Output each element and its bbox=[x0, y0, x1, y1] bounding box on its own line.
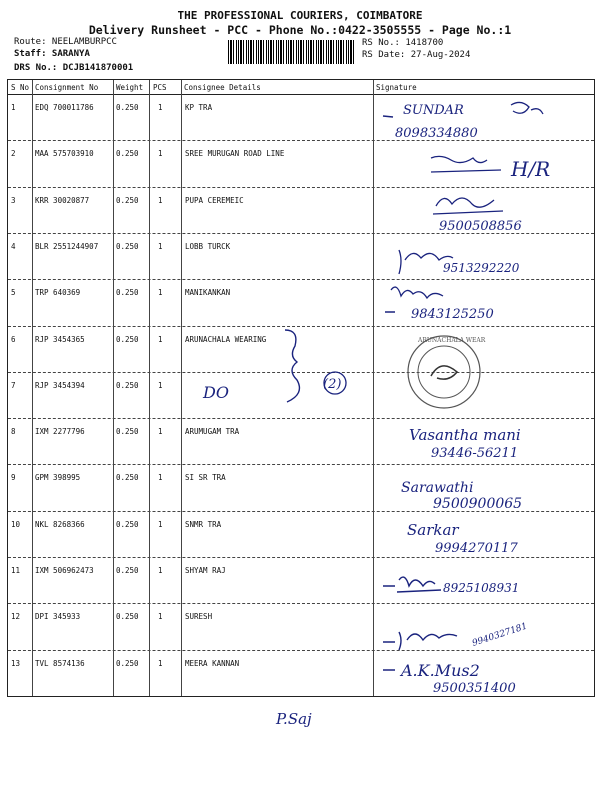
cell-sno: 8 bbox=[11, 427, 16, 437]
phone-8: 93446-56211 bbox=[431, 446, 519, 461]
cell-consignment-no: IXM 506962473 bbox=[35, 566, 94, 575]
cell-pcs: 1 bbox=[158, 380, 163, 390]
cell-weight: 0.250 bbox=[116, 427, 139, 437]
cell-sno: 4 bbox=[11, 241, 16, 251]
cell-weight: 0.250 bbox=[116, 334, 139, 344]
col-header-pcs: PCS bbox=[153, 83, 167, 92]
cell-pcs: 1 bbox=[158, 149, 163, 159]
phone-10: 9994270117 bbox=[435, 541, 518, 556]
col-header-consignee: Consignee Details bbox=[184, 83, 261, 92]
cell-pcs: 1 bbox=[158, 427, 163, 437]
cell-pcs: 1 bbox=[158, 103, 163, 112]
signature-1: SUNDAR bbox=[403, 103, 464, 118]
cell-weight: 0.250 bbox=[116, 149, 139, 159]
signature-column bbox=[381, 80, 593, 696]
signature-9: Sarawathi bbox=[401, 480, 474, 496]
cell-consignment-no: MAA 575703910 bbox=[35, 149, 94, 159]
cell-pcs: 1 bbox=[158, 334, 163, 344]
signature-8: Vasantha mani bbox=[409, 426, 521, 444]
cell-consignment-no: DPI 345933 bbox=[35, 612, 81, 622]
runsheet-title: Delivery Runsheet - PCC - Phone No.:0422-3505555 - Page No.:1 bbox=[88, 23, 512, 37]
cell-pcs: 1 bbox=[158, 612, 163, 622]
col-header-sno: S No bbox=[11, 83, 30, 92]
phone-1: 8098334880 bbox=[395, 126, 478, 141]
cell-weight: 0.250 bbox=[116, 566, 139, 575]
cell-weight: 0.250 bbox=[116, 519, 139, 529]
cell-pcs: 1 bbox=[158, 241, 163, 251]
phone-11: 8925108931 bbox=[443, 581, 520, 595]
cell-pcs: 1 bbox=[158, 658, 163, 668]
cell-consignee: MANIKANKAN bbox=[185, 288, 231, 298]
cell-weight: 0.250 bbox=[116, 241, 139, 251]
cell-pcs: 1 bbox=[158, 566, 163, 575]
cell-consignment-no: BLR 2551244907 bbox=[35, 241, 99, 251]
phone-12: 9940327181 bbox=[471, 621, 529, 649]
rs-number: RS No.: 1418700 bbox=[362, 38, 444, 48]
cell-sno: 6 bbox=[11, 334, 16, 344]
company-title: THE PROFESSIONAL COURIERS, COIMBATORE bbox=[177, 9, 423, 22]
cell-consignee: LOBB TURCK bbox=[185, 241, 231, 251]
cell-consignee: MEERA KANNAN bbox=[185, 658, 240, 668]
drs-label: DRS No.: DCJB141870001 bbox=[14, 63, 134, 73]
ditto-mark: (2) bbox=[323, 377, 342, 392]
col-header-consignment: Consignment No bbox=[35, 83, 99, 92]
cell-consignee: ARUNACHALA WEARING bbox=[185, 334, 267, 344]
cell-consignment-no: KRR 30020877 bbox=[35, 195, 90, 205]
signature-10: Sarkar bbox=[407, 521, 459, 539]
cell-consignment-no: NKL 8268366 bbox=[35, 519, 85, 529]
col-header-weight: Weight bbox=[116, 83, 144, 92]
cell-consignment-no: TRP 640369 bbox=[35, 288, 81, 298]
cell-weight: 0.250 bbox=[116, 612, 139, 622]
cell-consignment-no: GPM 398995 bbox=[35, 473, 81, 483]
footer-signature-text: P.Saj bbox=[276, 710, 312, 728]
cell-consignee: SNMR TRA bbox=[185, 519, 222, 529]
signature-2: H/R bbox=[511, 157, 551, 181]
cell-pcs: 1 bbox=[158, 519, 163, 529]
cell-sno: 2 bbox=[11, 149, 16, 159]
signature-13: A.K.Mus2 bbox=[401, 661, 480, 680]
cell-sno: 11 bbox=[11, 566, 21, 575]
rs-date: RS Date: 27-Aug-2024 bbox=[362, 50, 471, 60]
cell-weight: 0.250 bbox=[116, 103, 139, 112]
cell-consignment-no: IXM 2277796 bbox=[35, 427, 85, 437]
cell-consignee: ARUMUGAM TRA bbox=[185, 427, 240, 437]
route-label: Route: NEELAMBURPCC bbox=[14, 37, 117, 47]
cell-consignment-no: EDQ 700011786 bbox=[35, 103, 94, 112]
cell-sno: 5 bbox=[11, 288, 16, 298]
cell-sno: 12 bbox=[11, 612, 21, 622]
cell-weight: 0.250 bbox=[116, 473, 139, 483]
cell-weight: 0.250 bbox=[116, 658, 139, 668]
cell-weight: 0.250 bbox=[116, 380, 139, 390]
cell-sno: 1 bbox=[11, 103, 16, 112]
cell-sno: 10 bbox=[11, 519, 21, 529]
cell-consignment-no: RJP 3454365 bbox=[35, 334, 85, 344]
phone-4: 9513292220 bbox=[443, 261, 520, 275]
cell-consignment-no: RJP 3454394 bbox=[35, 380, 85, 390]
cell-weight: 0.250 bbox=[116, 195, 139, 205]
cell-consignee: SURESH bbox=[185, 612, 213, 622]
stamp-text: ARUNACHALA WEAR bbox=[418, 337, 486, 344]
cell-consignee: PUPA CEREMEIC bbox=[185, 195, 244, 205]
footer-signature bbox=[270, 698, 350, 738]
col-header-signature: Signature bbox=[376, 83, 417, 92]
cell-consignment-no: TVL 8574136 bbox=[35, 658, 85, 668]
cell-sno: 9 bbox=[11, 473, 16, 483]
cell-pcs: 1 bbox=[158, 288, 163, 298]
phone-3: 9500508856 bbox=[439, 219, 522, 234]
phone-13: 9500351400 bbox=[433, 681, 516, 696]
phone-5: 9843125250 bbox=[411, 307, 494, 322]
cell-pcs: 1 bbox=[158, 473, 163, 483]
consignee-annotation bbox=[185, 320, 360, 420]
cell-pcs: 1 bbox=[158, 195, 163, 205]
cell-sno: 13 bbox=[11, 658, 21, 668]
cell-consignee: KP TRA bbox=[185, 103, 213, 112]
staff-label: Staff: SARANYA bbox=[14, 49, 90, 59]
cell-consignee: SI SR TRA bbox=[185, 473, 226, 483]
cell-consignee: SREE MURUGAN ROAD LINE bbox=[185, 149, 285, 159]
cell-weight: 0.250 bbox=[116, 288, 139, 298]
phone-9: 9500900065 bbox=[433, 496, 523, 512]
barcode bbox=[228, 40, 356, 64]
cell-sno: 7 bbox=[11, 380, 16, 390]
cell-sno: 3 bbox=[11, 195, 16, 205]
do-note: DO bbox=[203, 383, 229, 402]
company-stamp bbox=[408, 336, 480, 408]
cell-consignee: SHYAM RAJ bbox=[185, 566, 226, 575]
